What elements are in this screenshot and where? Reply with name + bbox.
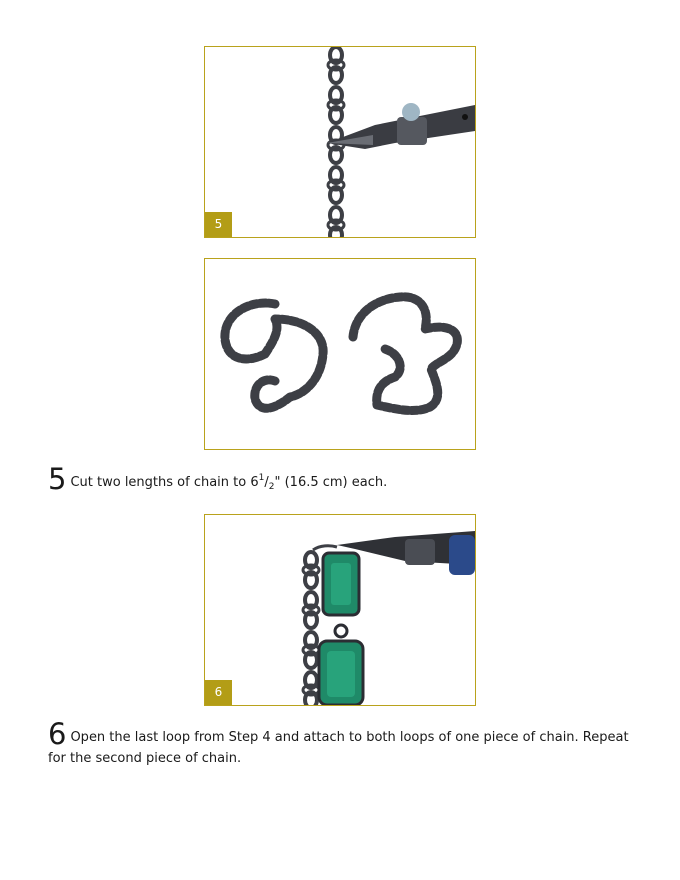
- step-badge: 6: [205, 680, 232, 705]
- step-6-instruction: [48, 719, 638, 769]
- step-number: 5: [48, 462, 67, 496]
- step-6-photo-attach-loop: [204, 514, 476, 706]
- crystal-bottom: [319, 641, 363, 705]
- chain-cut-illustration: [205, 47, 475, 237]
- pliers-icon: [327, 103, 475, 149]
- attach-loop-illustration: [205, 515, 475, 705]
- fraction-denominator: 2: [268, 482, 275, 492]
- chain-length-left: [225, 303, 323, 408]
- step-text-after: " (16.5 cm) each.: [274, 475, 388, 490]
- step-text-before: Cut two lengths of chain to 6: [70, 475, 259, 490]
- jump-ring: [335, 625, 347, 637]
- crystal-top: [323, 553, 359, 615]
- step-number: 6: [48, 717, 67, 751]
- step-5-photo-cut-chain: [204, 46, 476, 238]
- fraction-numerator: 1: [258, 473, 265, 483]
- chain-length-right: [353, 297, 457, 411]
- two-chains-illustration: [205, 259, 475, 449]
- fraction: [259, 475, 275, 490]
- step-5-photo-chain-lengths: [204, 258, 476, 450]
- step-5-instruction: [48, 464, 638, 497]
- step-text: Open the last loop from Step 4 and attach to both loops of one piece of chain. Repeat for the second piece of chain.: [48, 730, 629, 766]
- fraction-slash: /: [264, 475, 269, 490]
- step-badge: 5: [205, 212, 232, 237]
